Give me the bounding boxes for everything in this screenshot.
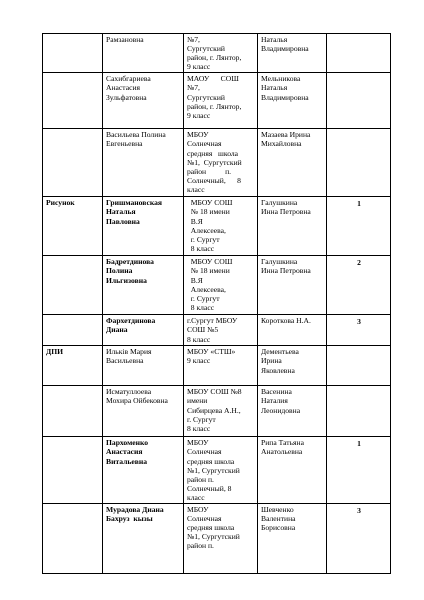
school-cell-line: Алексеева,	[187, 284, 226, 294]
school-cell-line: 9 класс	[187, 356, 211, 366]
participant-name-cell-line: Ильків Мария	[106, 347, 152, 357]
rank-cell	[327, 346, 391, 386]
school-cell	[184, 504, 258, 574]
participant-name-cell-line: Пархоменко	[106, 438, 149, 448]
participant-name-cell-line: Мохира Ойбековна	[106, 396, 168, 406]
teacher-cell-line: Мельникова	[261, 74, 301, 84]
school-cell-line: МБОУ СОШ	[187, 198, 233, 208]
school-cell-line: 8 класс	[187, 334, 211, 344]
teacher-cell-line: Короткова Н.А.	[261, 316, 311, 326]
participant-name-cell-line: Диана	[106, 325, 128, 335]
teacher-cell	[258, 197, 327, 256]
participant-name-cell-line: Анастасия	[106, 447, 143, 457]
school-cell-line: район п.	[187, 474, 214, 484]
table-row	[43, 386, 391, 437]
category-cell	[43, 504, 103, 574]
teacher-cell-line: Михайловна	[261, 139, 302, 149]
category-cell	[43, 73, 103, 129]
category-cell	[43, 386, 103, 437]
participant-name-cell	[103, 386, 184, 437]
school-cell-line: № 18 имени	[187, 207, 230, 217]
category-cell	[43, 34, 103, 73]
school-cell-line: 8 класс	[187, 302, 215, 312]
school-cell-line: район п.	[187, 166, 232, 176]
teacher-cell-line: Валентина	[261, 514, 296, 524]
participant-name-cell-line: Гришмановская	[106, 198, 162, 208]
teacher-cell	[258, 315, 327, 346]
school-cell	[184, 256, 258, 315]
school-cell-line: класс	[187, 184, 205, 194]
teacher-cell	[258, 256, 327, 315]
participant-name-cell-line: Васильевна	[106, 356, 144, 366]
table-row	[43, 129, 391, 197]
school-cell	[184, 315, 258, 346]
school-cell-line: В.Я	[187, 275, 203, 285]
teacher-cell-line: Дементьева	[261, 347, 299, 357]
school-cell-line: Солнечная	[187, 514, 222, 524]
participant-name-cell	[103, 197, 184, 256]
teacher-cell	[258, 129, 327, 197]
school-cell-line: г.Сургут МБОУ	[187, 316, 238, 326]
table-row	[43, 437, 391, 504]
school-cell-line: средняя школа	[187, 148, 239, 158]
participant-name-cell-line: Витальевна	[106, 456, 148, 466]
school-cell-line: имени	[187, 396, 208, 406]
rank-cell	[327, 197, 391, 256]
participant-name-cell	[103, 437, 184, 504]
table-row	[43, 73, 391, 129]
school-cell-line: Солнечный, 8	[187, 175, 241, 185]
table-row	[43, 34, 391, 73]
school-cell-line: МБОУ	[187, 505, 209, 515]
participant-name-cell-line: Мурадова Диана	[106, 505, 164, 515]
teacher-cell	[258, 34, 327, 73]
teacher-cell-line: Наталья	[261, 83, 288, 93]
school-cell	[184, 346, 258, 386]
school-cell-line: Сургутский	[187, 92, 225, 102]
school-cell-line: г. Сургут	[187, 414, 216, 424]
school-cell-line: 9 класс	[187, 62, 211, 72]
teacher-cell-line: Галушкина	[261, 198, 298, 208]
results-table-body	[43, 34, 391, 574]
category-cell-line: ДПИ	[46, 347, 64, 357]
teacher-cell	[258, 437, 327, 504]
participant-name-cell	[103, 129, 184, 197]
table-row	[43, 197, 391, 256]
participant-name-cell-line: Исматуллоева	[106, 387, 152, 397]
teacher-cell	[258, 346, 327, 386]
school-cell-line: Солнечный, 8	[187, 483, 232, 493]
table-row	[43, 315, 391, 346]
participant-name-cell-line: Васильева Полина	[106, 130, 166, 140]
teacher-cell-line: Мазаева Ирина	[261, 130, 311, 140]
category-cell	[43, 129, 103, 197]
teacher-cell-line: Инна Петровна	[261, 266, 311, 276]
teacher-cell-line: Рипа Татьяна	[261, 438, 304, 448]
participant-name-cell-line: Ильгизовна	[106, 275, 147, 285]
teacher-cell	[258, 504, 327, 574]
participant-name-cell-line: Наталья	[106, 207, 136, 217]
table-row	[43, 346, 391, 386]
teacher-cell-line: Борисовна	[261, 523, 296, 533]
school-cell-line: средняя школа	[187, 523, 235, 533]
rank-cell	[327, 73, 391, 129]
school-cell-line: № 18 имени	[187, 266, 230, 276]
results-table	[42, 33, 391, 574]
school-cell-line: Солнечная	[187, 139, 222, 149]
school-cell	[184, 129, 258, 197]
school-cell	[184, 386, 258, 437]
school-cell-line: г. Сургут	[187, 234, 220, 244]
teacher-cell-line: Анатольевна	[261, 447, 303, 457]
school-cell-line: В.Я	[187, 216, 203, 226]
participant-name-cell-line: Павловна	[106, 216, 140, 226]
teacher-cell	[258, 73, 327, 129]
participant-name-cell-line: Рамзановна	[106, 35, 144, 44]
teacher-cell-line: Яковлевна	[261, 365, 295, 375]
participant-name-cell-line: Евгеньевна	[106, 139, 143, 149]
school-cell-line: Алексеева,	[187, 225, 226, 235]
participant-name-cell-line: Фархетдинова	[106, 316, 156, 326]
school-cell-line: средняя школа	[187, 456, 235, 466]
participant-name-cell-line: Бадретдинова	[106, 257, 154, 267]
school-cell-line: 8 класс	[187, 243, 215, 253]
participant-name-cell	[103, 34, 184, 73]
school-cell-line: №1, Сургутский	[187, 532, 240, 542]
school-cell-line: №1, Сургутский	[187, 157, 242, 167]
school-cell-line: 8 класс	[187, 423, 211, 433]
participant-name-cell-line: Сахибгариева	[106, 74, 151, 84]
rank-cell-line: 1	[357, 439, 361, 449]
rank-cell	[327, 437, 391, 504]
school-cell-line: класс	[187, 492, 205, 502]
school-cell-line: №7,	[187, 83, 200, 93]
school-cell-line: район, г. Лянтор,	[187, 53, 242, 63]
rank-cell	[327, 34, 391, 73]
school-cell-line: СОШ №5	[187, 325, 219, 335]
rank-cell	[327, 256, 391, 315]
teacher-cell-line: Владимировна	[261, 92, 309, 102]
teacher-cell-line: Инна Петровна	[261, 207, 311, 217]
teacher-cell-line: Шевченко	[261, 505, 294, 515]
table-row	[43, 504, 391, 574]
school-cell-line: МБОУ	[187, 130, 209, 140]
school-cell-line: район п.	[187, 541, 214, 551]
participant-name-cell-line: Зульфатовна	[106, 92, 147, 102]
teacher-cell-line: Владимировна	[261, 44, 309, 54]
school-cell-line: г. Сургут	[187, 293, 220, 303]
school-cell-line: №1, Сургутский	[187, 465, 240, 475]
rank-cell	[327, 386, 391, 437]
teacher-cell-line: Галушкина	[261, 257, 298, 267]
participant-name-cell-line: Анастасия	[106, 83, 140, 93]
category-cell	[43, 315, 103, 346]
school-cell-line: Сибирцева А.Н.,	[187, 405, 241, 415]
school-cell-line: 9 класс	[187, 110, 211, 120]
participant-name-cell	[103, 73, 184, 129]
teacher-cell-line: Васенина	[261, 387, 292, 397]
teacher-cell	[258, 386, 327, 437]
rank-cell-line: 2	[357, 258, 361, 268]
rank-cell	[327, 315, 391, 346]
teacher-cell-line: Ирина	[261, 356, 282, 366]
school-cell-line: МАОУ СОШ	[187, 74, 239, 84]
rank-cell-line: 3	[357, 317, 361, 327]
school-cell-line: район, г. Лянтор,	[187, 101, 242, 111]
school-cell	[184, 437, 258, 504]
participant-name-cell	[103, 504, 184, 574]
participant-name-cell	[103, 346, 184, 386]
school-cell	[184, 197, 258, 256]
school-cell-line: МБОУ	[187, 438, 209, 448]
participant-name-cell	[103, 256, 184, 315]
school-cell-line: №7,	[187, 35, 200, 44]
school-cell	[184, 73, 258, 129]
table-row	[43, 256, 391, 315]
school-cell-line: МБОУ «СТШ»	[187, 347, 236, 357]
participant-name-cell-line: Полина	[106, 266, 133, 276]
category-cell	[43, 437, 103, 504]
teacher-cell-line: Наталья	[261, 35, 288, 44]
teacher-cell-line: Леонидовна	[261, 405, 301, 415]
school-cell-line: МБОУ СОШ №8	[187, 387, 242, 397]
category-cell	[43, 346, 103, 386]
category-cell	[43, 197, 103, 256]
rank-cell	[327, 504, 391, 574]
category-cell-line: Рисунок	[46, 198, 75, 208]
school-cell-line: Сургутский	[187, 44, 225, 54]
rank-cell-line: 3	[357, 506, 361, 516]
teacher-cell-line: Наталия	[261, 396, 288, 406]
participant-name-cell	[103, 315, 184, 346]
category-cell	[43, 256, 103, 315]
school-cell-line: МБОУ СОШ	[187, 257, 233, 267]
rank-cell	[327, 129, 391, 197]
school-cell	[184, 34, 258, 73]
rank-cell-line: 1	[357, 199, 361, 209]
school-cell-line: Солнечная	[187, 447, 222, 457]
participant-name-cell-line: Бахруз кызы	[106, 514, 153, 524]
